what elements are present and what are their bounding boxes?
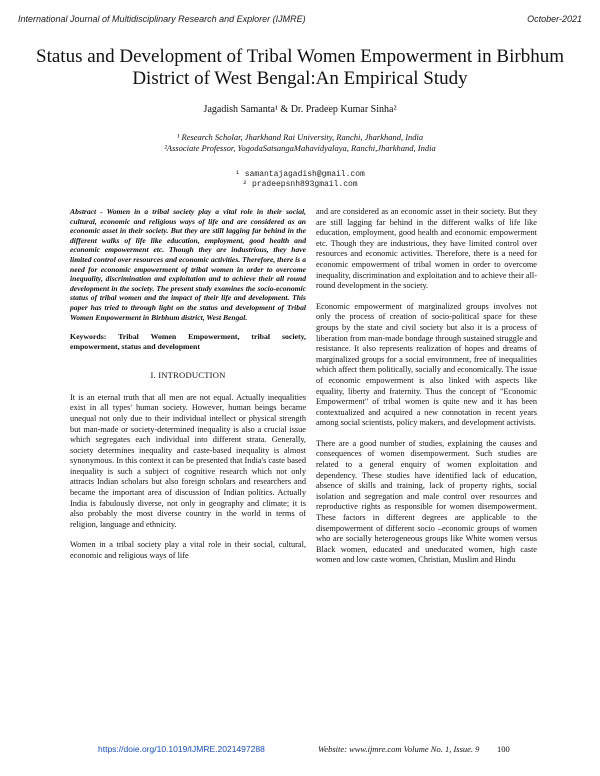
paragraph: Economic empowerment of marginalized groups involves not only the process of creation of socio-political space for these groups by the state and civil society but also it is a process of liberation from man-made bondage through sustained struggle and resistance. It also represents realization of hopes and dreams of marginalized groups for a social environment, free of inequalities which affect them politically, socially and economically. The issue of economic empowerment is also linked with aspects like equality, liberty and fraternity. Thus the concept of "Economic Empowerment" of tribal women is quite new and it has been contextualized and acquired a new connotation in recent years among social scientists, policy makers, and development activists.: [316, 301, 537, 428]
issue-date: October-2021: [527, 14, 582, 24]
doi-link[interactable]: https://doie.org/10.1019/IJMRE.2021497288: [98, 744, 265, 754]
keywords: Keywords: Tribal Women Empowerment, tribal society, empowerment, status and development: [70, 332, 306, 352]
journal-name: International Journal of Multidisciplinary Research and Explorer (IJMRE): [18, 14, 306, 24]
website-info: Website: www.ijmre.com Volume No. 1, Issue. 9: [318, 744, 480, 754]
paragraph: It is an eternal truth that all men are not equal. Actually inequalities exist in all types' human society. However, human beings became unequal not only due to their individual intellect or physical strength but man-made or society-determined inequality is also a crucial issue which segregates each individual into different strata. Generally, society determines inequality and caste-based inequality is almost synonymous. In this context it can be presented that India's caste based inequality is such a subject of cognitive research which not only attracts Indian scholars but also foreign scholars and researchers and became the important area of discussion of Indian politics. Actually India is fabulously diverse, not only in geography and climate; it is also probably the most diverse country in the world in terms of religion, language and ethnicity.: [70, 392, 306, 529]
email-2: ² pradeepsnh893gmail.com: [242, 180, 358, 189]
paper-title: Status and Development of Tribal Women Empowerment in Birbhum District of West Bengal:An Empirical Study: [36, 46, 564, 89]
authors: Jagadish Samanta¹ & Dr. Pradeep Kumar Sinha²: [203, 104, 397, 115]
paragraph: Women in a tribal society play a vital role in their social, cultural, economic and religious ways of life: [70, 540, 306, 561]
page-number: 100: [497, 744, 510, 754]
section-heading-introduction: I. INTRODUCTION: [150, 370, 226, 381]
affiliation-1: ¹ Research Scholar, Jharkhand Rai University, Ranchi, Jharkhand, India: [176, 132, 424, 142]
abstract: Abstract - Women in a tribal society play a vital role in their social, cultural, economic and religious ways of life and are considered as an economic asset in their society. But they are still lagging far behind in the different walks of life like education, employment, good health and economic empowerment etc. Though they are industrious, they have limited control over resources and economic activities. Therefore, there is a need for economic empowerment of tribal women in order to overcome inequality, discrimination and exploitation and to achieve their all round development in the society. The present study examines the socio-economic status of tribal women and the impact of their life and development. This paper has tried to through light on the status and development of Tribal Women Empowerment in Birbhum district, West Bengal.: [70, 207, 306, 322]
right-column: [316, 207, 537, 576]
email-1: ¹ samantajagadish@gmail.com: [235, 170, 365, 179]
paragraph: and are considered as an economic asset in their society. But they are still lagging far behind in the different walks of life like education, employment, good health and economic empowerment etc. Though they are industrious, they have limited control over resources and economic activities. Therefore, there is a need for economic empowerment of tribal women in order to overcome inequality, discrimination and exploitation and to achieve their all-round development in the society.: [316, 207, 537, 291]
left-column: [70, 207, 306, 572]
paragraph: There are a good number of studies, explaining the causes and consequences of women disempowerment. Such studies are related to a general enquiry of women exploitation and dependency. These studies have identified lack of education, absence of skills and training, lack of property rights, social isolation and segregation and male control over resources and reproductive rights as responsible for women disempowerment. These factors in different degrees are applicable to the disempowerment of different socio –economic groups of women who are socially heterogeneous groups like White women versus Black women, educated and uneducated women, high caste women and low caste women, Christian, Muslim and Hindu: [316, 438, 537, 565]
affiliation-2: ²Associate Professor, YogodaSatsangaMahavidyalaya, Ranchi,Jharkhand, India: [164, 143, 436, 153]
